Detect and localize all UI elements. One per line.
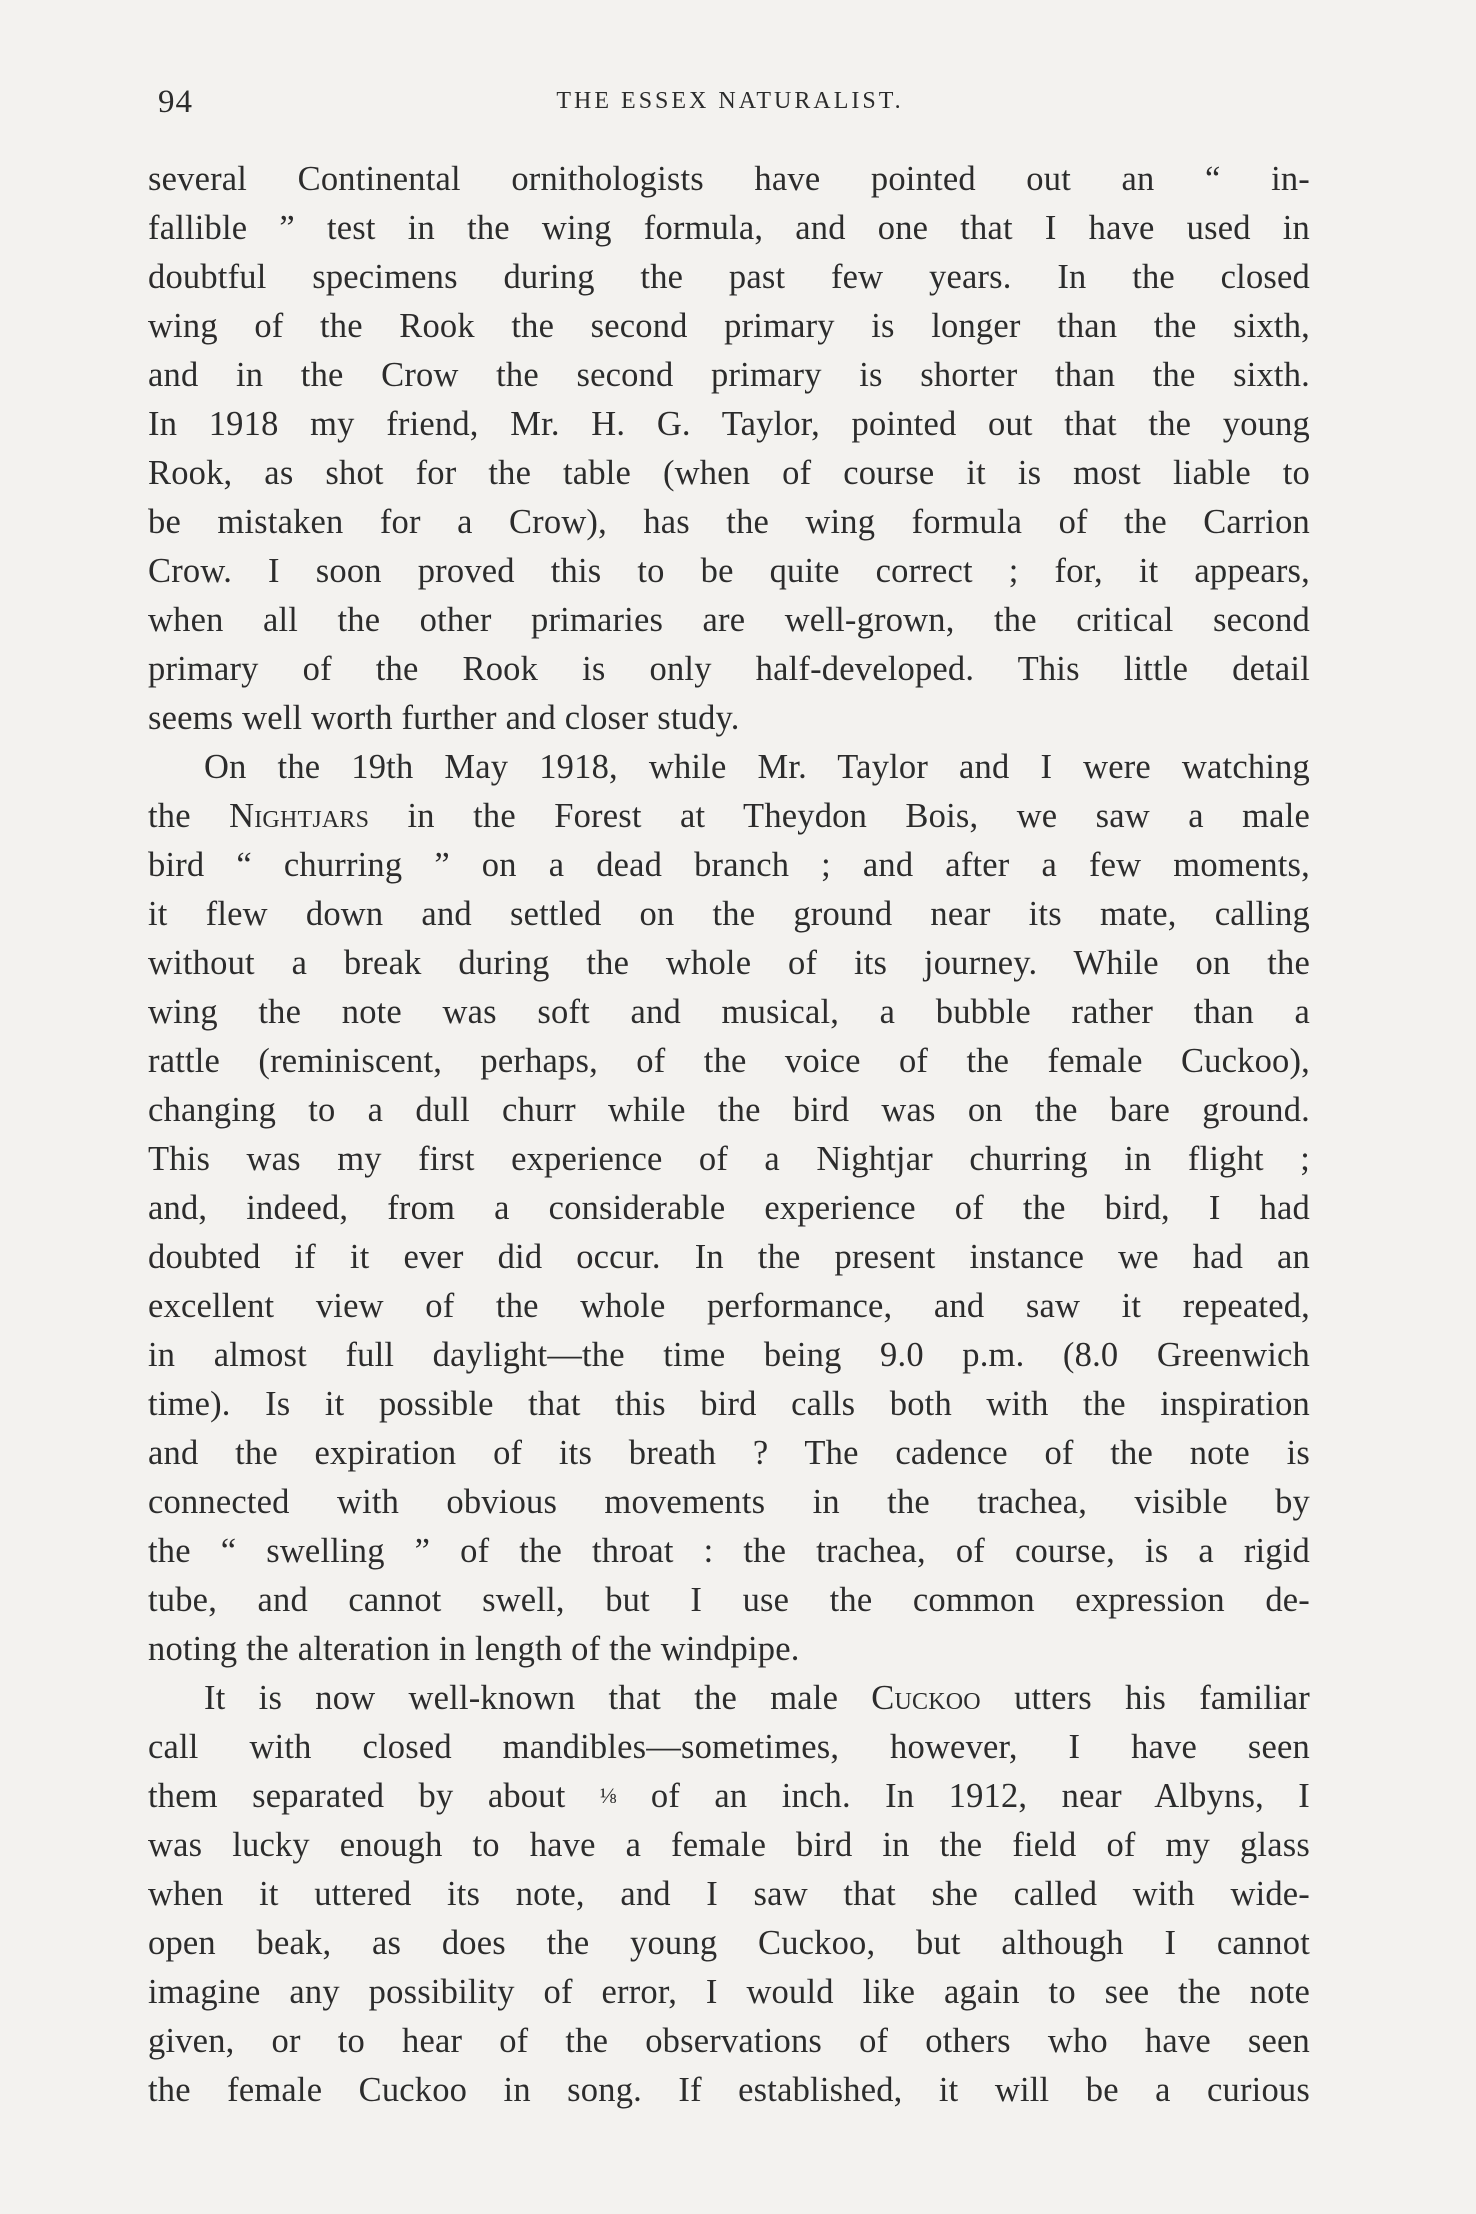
text-line: open beak, as does the young Cuckoo, but although I cannot (148, 1924, 1310, 1962)
text-line: the “ swelling ” of the throat : the trachea, of course, is a rigid (148, 1532, 1310, 1570)
text-line: bird “ churring ” on a dead branch ; and after a few moments, (148, 846, 1310, 884)
text-line: and in the Crow the second primary is shorter than the sixth. (148, 356, 1310, 394)
text-line: fallible ” test in the wing formula, and one that I have used in (148, 209, 1310, 247)
text-line: seems well worth further and closer study. (148, 699, 740, 737)
text-line: Crow. I soon proved this to be quite correct ; for, it appears, (148, 552, 1310, 590)
text-line: time). Is it possible that this bird calls both with the inspiration (148, 1385, 1310, 1423)
text-line: and, indeed, from a considerable experience of the bird, I had (148, 1189, 1310, 1227)
text-line: was lucky enough to have a female bird in the field of my glass (148, 1826, 1310, 1864)
text-line: the female Cuckoo in song. If established, it will be a curious (148, 2071, 1310, 2109)
text-line: It is now well-known that the male Cuckoo utters his familiar (204, 1679, 1310, 1717)
text-line: be mistaken for a Crow), has the wing formula of the Carrion (148, 503, 1310, 541)
text-line: when all the other primaries are well-grown, the critical second (148, 601, 1310, 639)
text-line: tube, and cannot swell, but I use the common expression de- (148, 1581, 1310, 1619)
text-line: imagine any possibility of error, I would like again to see the note (148, 1973, 1310, 2011)
text-line: when it uttered its note, and I saw that she called with wide- (148, 1875, 1310, 1913)
text-line: excellent view of the whole performance, and saw it repeated, (148, 1287, 1310, 1325)
text-line: In 1918 my friend, Mr. H. G. Taylor, pointed out that the young (148, 405, 1310, 443)
text-line: primary of the Rook is only half-developed. This little detail (148, 650, 1310, 688)
text-line: doubtful specimens during the past few years. In the closed (148, 258, 1310, 296)
text-line: several Continental ornithologists have pointed out an “ in- (148, 160, 1310, 198)
running-head (152, 84, 1308, 128)
text-line: it flew down and settled on the ground near its mate, calling (148, 895, 1310, 933)
text-line: wing of the Rook the second primary is longer than the sixth, (148, 307, 1310, 345)
page-number: 94 (158, 84, 193, 120)
small-caps-term: Nightjars (229, 797, 370, 835)
text-line: them separated by about ⅛ of an inch. In 1912, near Albyns, I (148, 1777, 1310, 1815)
text-line: On the 19th May 1918, while Mr. Taylor and I were watching (204, 748, 1310, 786)
journal-title: THE ESSEX NATURALIST. (556, 88, 904, 114)
small-caps-term: Cuckoo (871, 1679, 981, 1717)
text-line: Rook, as shot for the table (when of course it is most liable to (148, 454, 1310, 492)
text-line: doubted if it ever did occur. In the present instance we had an (148, 1238, 1310, 1276)
body-text (148, 155, 1310, 2115)
text-line: rattle (reminiscent, perhaps, of the voice of the female Cuckoo), (148, 1042, 1310, 1080)
text-line: without a break during the whole of its journey. While on the (148, 944, 1310, 982)
text-line: connected with obvious movements in the trachea, visible by (148, 1483, 1310, 1521)
text-line: in almost full daylight—the time being 9.0 p.m. (8.0 Greenwich (148, 1336, 1310, 1374)
text-line: call with closed mandibles—sometimes, however, I have seen (148, 1728, 1310, 1766)
text-line: and the expiration of its breath ? The cadence of the note is (148, 1434, 1310, 1472)
text-line: noting the alteration in length of the windpipe. (148, 1630, 800, 1668)
text-line: the Nightjars in the Forest at Theydon Bois, we saw a male (148, 797, 1310, 835)
text-line: This was my first experience of a Nightjar churring in flight ; (148, 1140, 1310, 1178)
text-line: changing to a dull churr while the bird was on the bare ground. (148, 1091, 1310, 1129)
text-line: given, or to hear of the observations of others who have seen (148, 2022, 1310, 2060)
text-line: wing the note was soft and musical, a bubble rather than a (148, 993, 1310, 1031)
fraction: ⅛ (599, 1783, 617, 1808)
